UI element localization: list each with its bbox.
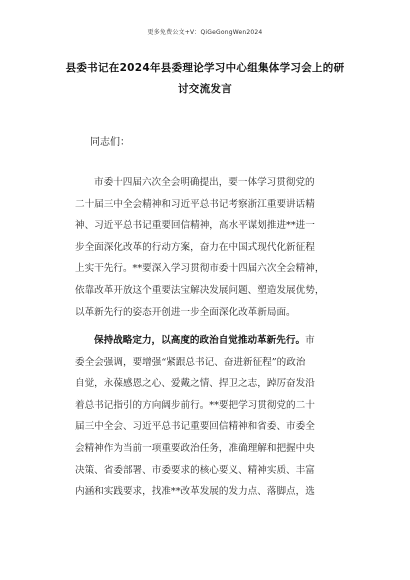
paragraph-2-line: 内涵和实践要求，找准**改革发展的发力点、落脚点，选 — [75, 486, 315, 498]
paragraph-1-line: 二十届三中全会精神和习近平总书记考察浙江重要讲话精 — [75, 198, 315, 210]
paragraph-1-line: 上实干先行。**要深入学习贯彻市委十四届六次全会精神， — [75, 263, 325, 275]
paragraph-1-line: 以革新先行的姿态开创进一步全面深化改革新局面。 — [75, 306, 296, 318]
paragraph-1-line: 依靠改革开放这个重要法宝解决发展问题、塑造发展优势， — [75, 284, 325, 296]
paragraph-2-line: 委全会强调，要增强“紧跟总书记、奋进新征程”的政治 — [75, 356, 306, 368]
paragraph-2-line: 着总书记指引的方向阔步前行。**要把学习贯彻党的二十 — [75, 399, 315, 411]
paragraph-2-line: 会精神作为当前一项重要政治任务，准确理解和把握中央 — [75, 442, 315, 454]
salutation: 同志们： — [90, 137, 130, 148]
header-note: 更多免费公文+V：QiGeGongWen2024 — [147, 29, 263, 36]
paragraph-1 — [75, 172, 357, 323]
paragraph-1-line: 神、习近平总书记重要回信精神，高水平谋划推进**进一 — [75, 220, 315, 232]
title-line-1: 县委书记在2024年县委理论学习中心组集体学习会上的研 — [65, 62, 345, 74]
document-title — [50, 58, 360, 100]
paragraph-2-line: 决策、省委部署、市委要求的核心要义、精神实质、丰富 — [75, 464, 315, 476]
paragraph-2-heading: 保持战略定力，以高度的政治自觉推动革新先行。 — [94, 335, 306, 346]
paragraph-1-line: 步全面深化改革的行动方案，奋力在中国式现代化新征程 — [75, 241, 315, 253]
paragraph-1-line: 市委十四届六次全会明确提出，要一体学习贯彻党的 — [94, 177, 315, 188]
paragraph-2 — [75, 330, 357, 503]
title-line-2: 讨交流发言 — [178, 83, 232, 95]
paragraph-2-first-rest: 市 — [305, 335, 315, 346]
paragraph-2-line: 自觉，永葆感恩之心、爱戴之情、捍卫之志，踔厉奋发沿 — [75, 378, 315, 390]
paragraph-2-line: 届三中全会、习近平总书记重要回信精神和省委、市委全 — [75, 421, 315, 433]
paragraph-2-first-line — [75, 330, 357, 352]
